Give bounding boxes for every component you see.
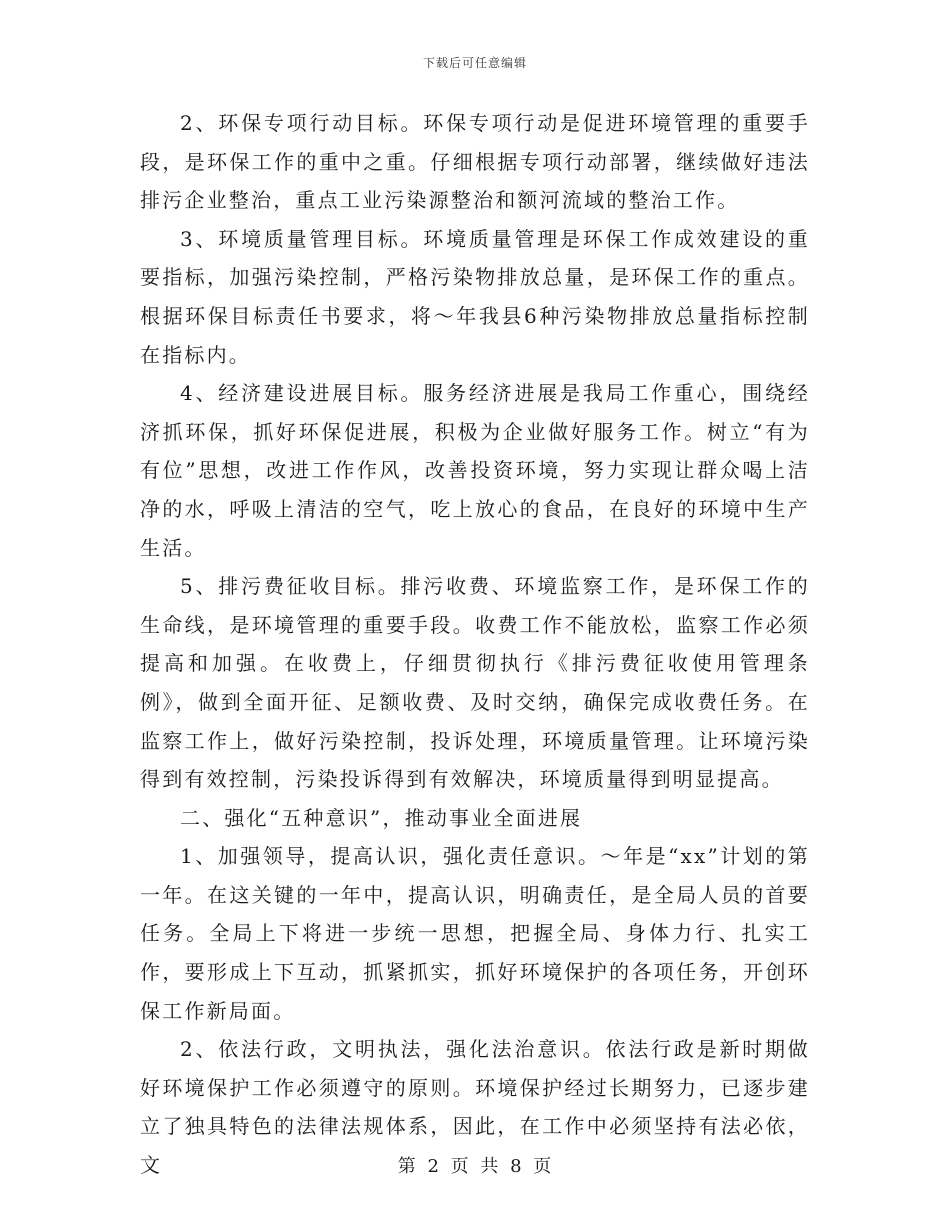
section-heading-five-awareness: 二、强化“五种意识”，推动事业全面进展 <box>180 805 583 830</box>
paragraph-environmental-campaign: 2、环保专项行动目标。环保专项行动是促进环境管理的重要手段，是环保工作的重中之重。仔细根据专项行动部署，继续做好违法排污企业整治，重点工业污染源整治和额河流域的整治工作。 <box>140 111 810 213</box>
document-body <box>140 104 810 1185</box>
paragraph-pollution-fee: 5、排污费征收目标。排污收费、环境监察工作，是环保工作的生命线，是环境管理的重要手段。收费工作不能放松，监察工作必须提高和加强。在收费上，仔细贯彻执行《排污费征收使用管理条例》，做到全面开征、足额收费、及时交纳，确保完成收费任务。在监察工作上，做好污染控制，投诉处理，环境质量管理。让环境污染得到有效控制，污染投诉得到有效解决，环境质量得到明显提高。 <box>140 574 810 792</box>
paragraph-leadership-responsibility: 1、加强领导，提高认识，强化责任意识。～年是“xx”计划的第一年。在这关键的一年中，提高认识，明确责任，是全局人员的首要任务。全局上下将进一步统一思想，把握全局、身体力行、扎实工作，要形成上下互动，抓紧抓实，抓好环境保护的各项任务，开创环保工作新局面。 <box>140 844 810 1023</box>
page-number-footer: 第 2 页 共 8 页 <box>397 1156 553 1177</box>
paragraph-rule-of-law: 2、依法行政，文明执法，强化法治意识。依法行政是新时期做好环境保护工作必须遵守的原则。环境保护经过长期努力，已逐步建立了独具特色的法律法规体系，因此，在工作中必须坚持有法必依，文 <box>140 1037 810 1178</box>
paragraph-economic-development: 4、经济建设进展目标。服务经济进展是我局工作重心，围绕经济抓环保，抓好环保促进展，积极为企业做好服务工作。树立“有为有位”思想，改进工作作风，改善投资环境，努力实现让群众喝上洁净的水，呼吸上清洁的空气，吃上放心的食品，在良好的环境中生产生活。 <box>140 381 810 560</box>
paragraph-environmental-quality: 3、环境质量管理目标。环境质量管理是环保工作成效建设的重要指标，加强污染控制，严格污染物排放总量，是环保工作的重点。根据环保目标责任书要求，将～年我县6种污染物排放总量指标控制在指标内。 <box>140 226 810 367</box>
page-header: 下载后可任意编辑 <box>422 56 527 70</box>
